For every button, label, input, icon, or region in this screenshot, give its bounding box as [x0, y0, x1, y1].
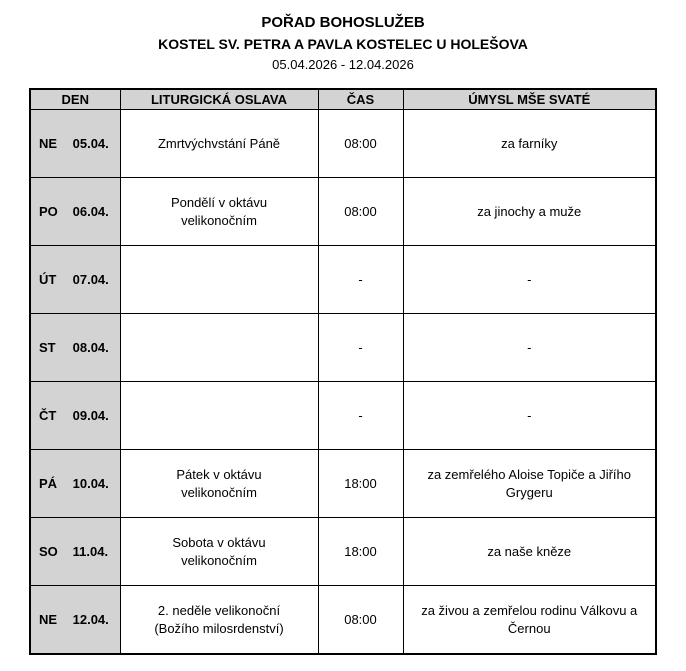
day-abbreviation: SO: [39, 544, 58, 560]
table-row: [30, 178, 656, 246]
day-cell: [30, 586, 120, 654]
day-abbreviation: NE: [39, 136, 58, 152]
day-cell: [30, 246, 120, 314]
day-date: 05.04.: [72, 136, 109, 152]
time-cell: 08:00: [318, 110, 403, 178]
table-header-row: [30, 89, 656, 110]
time-cell: 18:00: [318, 450, 403, 518]
intention-cell: za naše kněze: [403, 518, 656, 586]
day-date: 11.04.: [72, 544, 109, 560]
table-row: [30, 246, 656, 314]
time-cell: 08:00: [318, 178, 403, 246]
intention-cell: -: [403, 314, 656, 382]
intention-cell: za zemřelého Aloise Topiče a Jiřího Grygeru: [403, 450, 656, 518]
day-abbreviation: ÚT: [39, 272, 57, 288]
day-cell: [30, 518, 120, 586]
date-range: 05.04.2026 - 12.04.2026: [272, 56, 414, 72]
column-header-celebration: LITURGICKÁ OSLAVA: [120, 89, 318, 110]
document-header: [0, 12, 686, 75]
day-cell: [30, 110, 120, 178]
day-date: 07.04.: [72, 272, 109, 288]
celebration-cell: [120, 314, 318, 382]
day-date: 12.04.: [72, 612, 109, 628]
time-cell: 08:00: [318, 586, 403, 654]
day-cell: [30, 314, 120, 382]
day-abbreviation: NE: [39, 612, 58, 628]
celebration-cell: Sobota v oktávu velikonočním: [120, 518, 318, 586]
day-cell: [30, 178, 120, 246]
church-name: KOSTEL SV. PETRA A PAVLA KOSTELEC U HOLEŠOVA: [158, 35, 528, 52]
intention-cell: za živou a zemřelou rodinu Válkovu a Černou: [403, 586, 656, 654]
table-row: [30, 586, 656, 654]
table-row: [30, 382, 656, 450]
intention-cell: za jinochy a muže: [403, 178, 656, 246]
table-row: [30, 110, 656, 178]
day-date: 06.04.: [72, 204, 109, 220]
column-header-intention: ÚMYSL MŠE SVATÉ: [403, 89, 656, 110]
celebration-cell: 2. neděle velikonoční (Božího milosrdenství): [120, 586, 318, 654]
time-cell: -: [318, 314, 403, 382]
table-row: [30, 314, 656, 382]
schedule-table: [29, 88, 657, 655]
day-abbreviation: PO: [39, 204, 58, 220]
celebration-cell: Pondělí v oktávu velikonočním: [120, 178, 318, 246]
time-cell: 18:00: [318, 518, 403, 586]
table-row: [30, 450, 656, 518]
table-row: [30, 518, 656, 586]
document-title: POŘAD BOHOSLUŽEB: [261, 14, 425, 31]
day-cell: [30, 450, 120, 518]
day-cell: [30, 382, 120, 450]
time-cell: -: [318, 382, 403, 450]
intention-cell: -: [403, 246, 656, 314]
day-abbreviation: PÁ: [39, 476, 58, 492]
celebration-cell: [120, 246, 318, 314]
day-date: 09.04.: [72, 408, 109, 424]
time-cell: -: [318, 246, 403, 314]
column-header-day: DEN: [30, 89, 120, 110]
celebration-cell: [120, 382, 318, 450]
celebration-cell: Zmrtvýchvstání Páně: [120, 110, 318, 178]
column-header-time: ČAS: [318, 89, 403, 110]
intention-cell: -: [403, 382, 656, 450]
day-abbreviation: ST: [39, 340, 56, 356]
intention-cell: za farníky: [403, 110, 656, 178]
day-date: 08.04.: [72, 340, 109, 356]
day-abbreviation: ČT: [39, 408, 57, 424]
day-date: 10.04.: [72, 476, 109, 492]
celebration-cell: Pátek v oktávu velikonočním: [120, 450, 318, 518]
